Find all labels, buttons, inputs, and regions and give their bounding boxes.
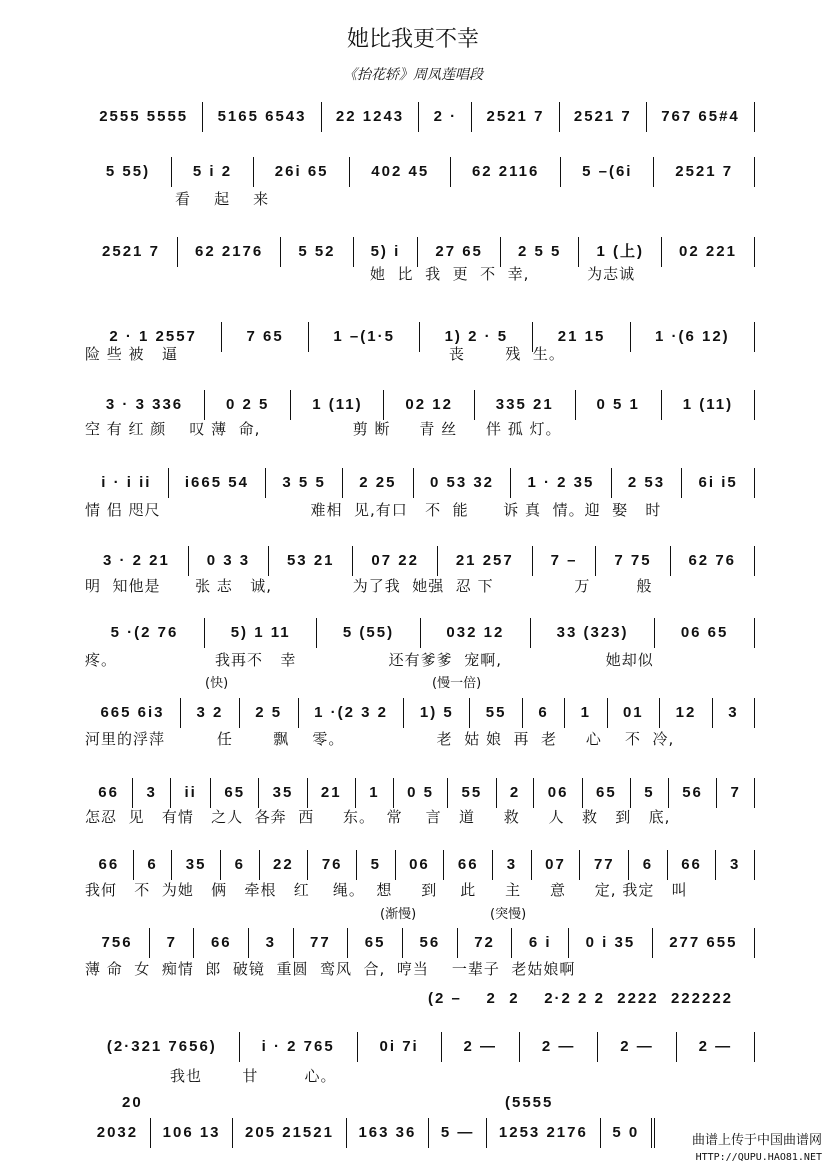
measure: 6 [221,850,259,880]
measure: 01 [608,698,661,728]
measure: 06 65 [655,618,755,648]
measure: 032 12 [421,618,531,648]
watermark-url: HTTP://QUPU.HAO81.NET [695,1152,822,1163]
measure: 65 [583,778,631,808]
measure: 3 [716,850,754,880]
measure: 5 [357,850,395,880]
measure: 1 [356,778,394,808]
staff-row [85,468,755,498]
measure: 07 22 [353,546,437,576]
measure: 55 [448,778,496,808]
measure: 0 5 [394,778,448,808]
measure: 402 45 [350,157,451,187]
lyrics-line: 险 些 被 逼 丧 残 生。 [85,345,565,363]
staff-row [85,157,755,187]
measure: 1 ·(6 12) [631,322,755,352]
measure: 33 (323) [531,618,655,648]
measure: 66 [85,850,134,880]
tempo-slow-double: (慢一倍) [432,676,482,691]
measure: i665 54 [169,468,267,498]
measure: 2 — [598,1032,676,1062]
measure: 2 · 1 2557 [85,322,222,352]
measure: 3 [493,850,531,880]
staff-row [85,928,755,958]
measure: 7 – [533,546,597,576]
measure: ii [171,778,211,808]
measure: (2·321 7656) [85,1032,240,1062]
measure: 5 (55) [317,618,421,648]
measure: 3 [133,778,171,808]
measure: 72 [458,928,513,958]
measure: 1) 2 · 5 [420,322,533,352]
lyrics-line: 河里的浮萍 任 飘 零。 老 姑 娘 再 老 心 不 冷, [85,730,675,748]
measure: 0i 7i [358,1032,442,1062]
measure: 6 i [512,928,569,958]
staff-row [85,618,755,648]
measure: 1253 2176 [487,1118,600,1148]
measure: 21 [308,778,356,808]
measure: 5) i [354,237,419,267]
staff-row [85,698,755,728]
measure: 6 [629,850,667,880]
staff-row [85,390,755,420]
measure: 2 25 [343,468,414,498]
measure: 62 2176 [178,237,281,267]
measure: 5 [631,778,669,808]
measure: 02 221 [662,237,755,267]
measure: 66 [85,778,133,808]
measure: 22 [260,850,309,880]
measure: 3 · 2 21 [85,546,189,576]
measure: 07 [532,850,581,880]
measure: i · 2 765 [240,1032,358,1062]
measure: 2 5 5 [501,237,579,267]
staff-row [85,1118,655,1148]
staff-row [85,546,755,576]
measure: 5 –(6i [561,157,654,187]
measure: 0 2 5 [205,390,291,420]
measure: 27 65 [418,237,501,267]
measure: 163 36 [347,1118,429,1148]
measure: 767 65#4 [647,102,755,132]
lyrics-line: 明 知他是 张 志 诚, 为了我 她强 忍 下 万 般 [85,577,653,595]
lyrics-line: 空 有 红 颜 叹 薄 命, 剪 断 青 丝 伴 孤 灯。 [85,420,562,438]
measure: 35 [259,778,307,808]
lyrics-line: 情 侣 咫尺 难相 见,有口 不 能 诉 真 情。迎 娶 时 [85,501,662,519]
measure: 106 13 [151,1118,233,1148]
measure: 665 6i3 [85,698,181,728]
measure: 53 21 [269,546,353,576]
measure: 62 76 [671,546,755,576]
measure: 65 [211,778,259,808]
measure: 02 12 [384,390,474,420]
measure: 62 2116 [451,157,561,187]
measure: 2521 7 [85,237,178,267]
lyrics-line: 怎忍 见 有情 之人 各奔 西 东。 常 言 道 救 人 救 到 底, [85,808,671,826]
measure: 756 [85,928,150,958]
measure: 277 655 [653,928,755,958]
measure: 7 65 [222,322,309,352]
measure: 66 [194,928,249,958]
measure: 1 –(1·5 [309,322,420,352]
measure: 335 21 [475,390,576,420]
measure: 1 (上) [579,237,662,267]
measure: 55 [470,698,523,728]
measure: 2 53 [612,468,683,498]
measure: 0 5 1 [576,390,662,420]
measure: 5 52 [281,237,353,267]
measure: 6i i5 [682,468,755,498]
staff-row [85,102,755,132]
measure: 1 (11) [662,390,755,420]
song-subtitle: 《抬花轿》周凤莲唱段 [343,67,483,83]
measure: 1 [565,698,607,728]
measure: 3 · 3 336 [85,390,205,420]
measure: 2 5 [240,698,299,728]
measure: 2521 7 [472,102,559,132]
measure: 2521 7 [560,102,647,132]
measure: 1 (11) [291,390,384,420]
measure: 21 257 [438,546,533,576]
measure: 35 [172,850,221,880]
measure: 6 [523,698,565,728]
measure: 7 [717,778,755,808]
measure: 66 [668,850,717,880]
staff-row [85,850,755,880]
lyrics-line: 她 比 我 更 不 幸, 为志诚 [370,265,636,283]
measure: 77 [294,928,349,958]
measure: 2 · [419,102,472,132]
measure: 7 75 [596,546,670,576]
measure: 0 53 32 [414,468,512,498]
measure: 1 ·(2 3 2 [299,698,405,728]
measure: 1 · 2 35 [511,468,611,498]
song-title: 她比我更不幸 [346,27,479,52]
measure: 2 [497,778,535,808]
measure: i · i ii [85,468,169,498]
measure: 3 2 [181,698,240,728]
measure: 21 15 [533,322,630,352]
measure: 06 [396,850,445,880]
measure: 2 — [442,1032,520,1062]
measure: 26i 65 [254,157,350,187]
tempo-gradual-slow: (渐慢) [380,907,417,922]
measure: 5 55) [85,157,172,187]
lyrics-line: 疼。 我再不 幸 还有爹爹 宠啊, 她却似 [85,651,654,669]
lyrics-line: 看 起 来 [175,190,270,208]
measure: 12 [660,698,713,728]
staff-row [85,778,755,808]
watermark-text: 曲谱上传于中国曲谱网 [691,1133,822,1148]
overlay-tail: (5555 [505,1094,554,1111]
tempo-fast: (快) [205,676,229,691]
overlay-20: 20 [122,1094,143,1111]
measure: 65 [348,928,403,958]
measure: 3 [249,928,293,958]
measure: 3 [713,698,755,728]
measure: 5 ·(2 76 [85,618,205,648]
measure: 6 [134,850,172,880]
measure: 5 — [429,1118,487,1148]
measure: 2521 7 [654,157,755,187]
tempo-sudden-slow: (突慢) [490,907,527,922]
measure: 205 21521 [233,1118,346,1148]
measure: 0 i 35 [569,928,653,958]
lyrics-line: 我何 不 为她 俩 牵根 红 绳。 想 到 此 主 意 定, 我定 叫 [85,881,688,899]
measure: 56 [669,778,717,808]
measure: 5) 1 11 [205,618,317,648]
measure: 0 3 3 [189,546,269,576]
staff-row [85,1032,755,1062]
measure: 66 [444,850,493,880]
measure: 1) 5 [404,698,470,728]
measure: 22 1243 [322,102,420,132]
measure: 76 [308,850,357,880]
measure: 77 [580,850,629,880]
measure: 7 [150,928,194,958]
lyrics-line: 我也 甘 心。 [170,1067,337,1085]
measure: 2 — [677,1032,755,1062]
measure: 2555 5555 [85,102,203,132]
staff-row [85,237,755,267]
measure: 2032 [85,1118,151,1148]
lyrics-line: 薄 命 女 痴情 郎 破镜 重圆 鸾风 合, 哼当 一辈子 老姑娘啊 [85,960,576,978]
measure: 5165 6543 [203,102,321,132]
measure: 3 5 5 [266,468,343,498]
measure: 5 i 2 [172,157,254,187]
measure: 56 [403,928,458,958]
measure: 2 — [520,1032,598,1062]
measure: 5 0 [601,1118,655,1148]
measure: 06 [534,778,582,808]
overlay-line-upper: (2 – 2 2 2·2 2 2 2222 222222 [428,990,733,1007]
